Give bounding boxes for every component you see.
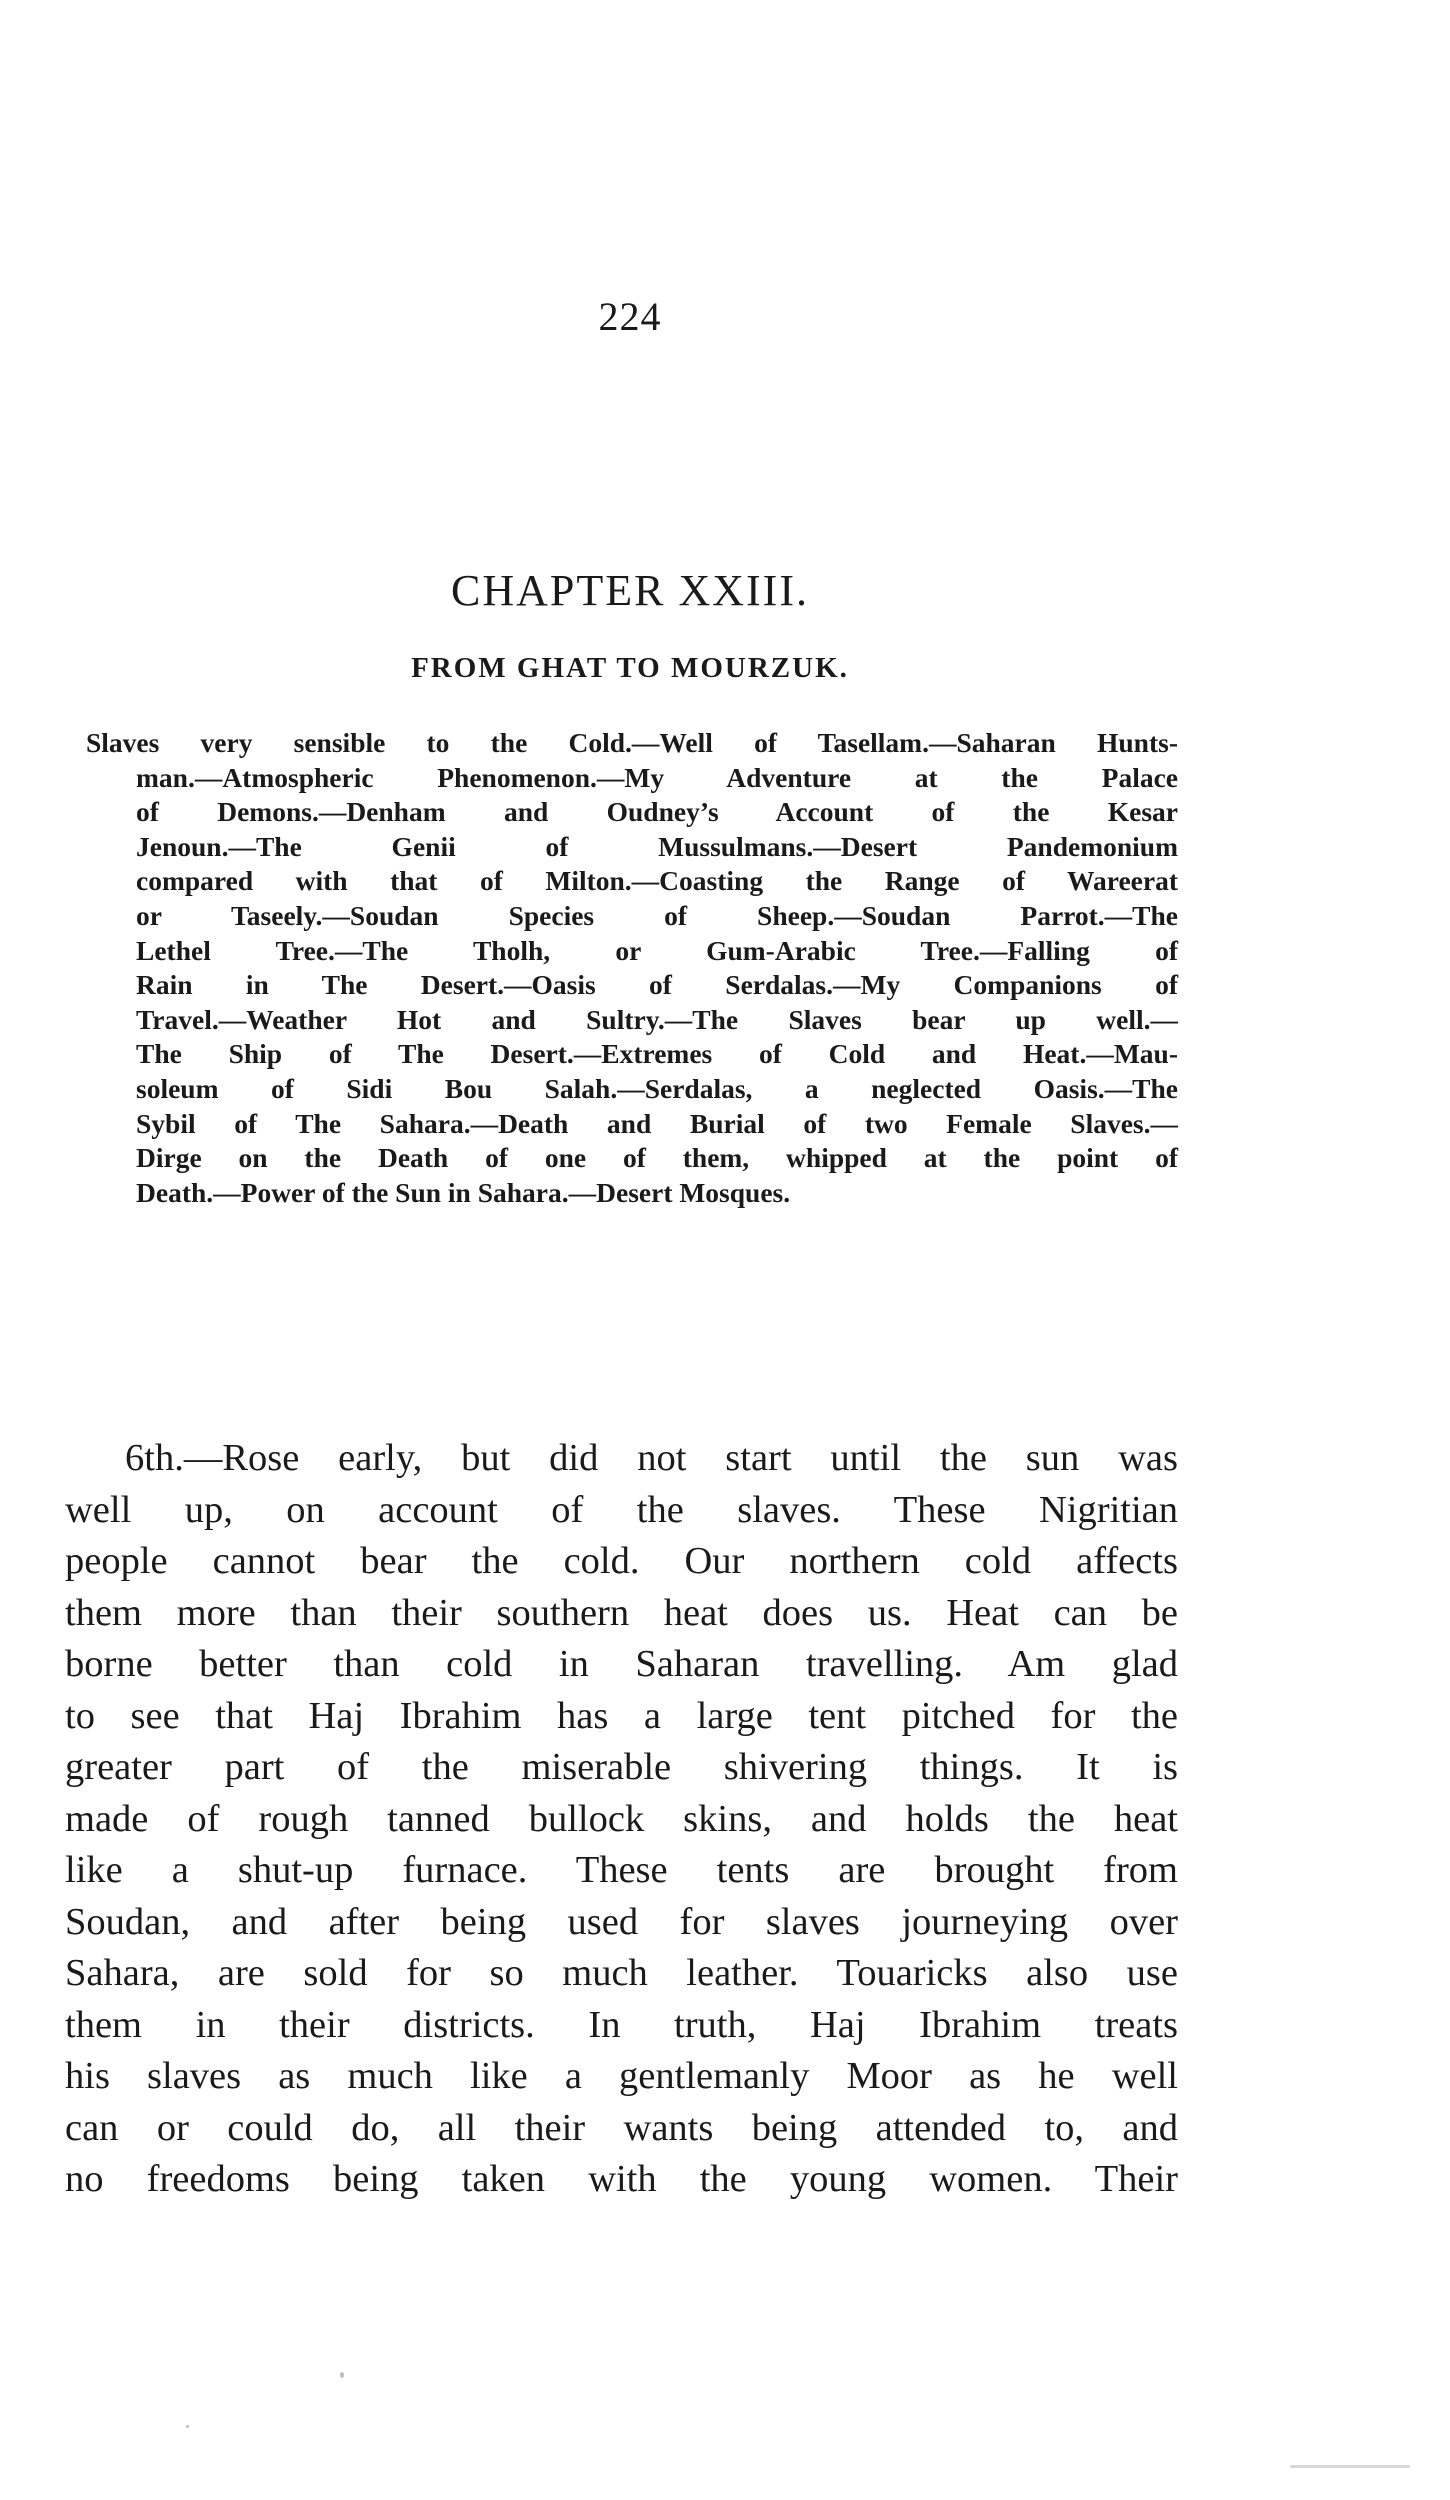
paper-speck: [1290, 2465, 1410, 2468]
body-line: can or could do, all their wants being attended to, and: [65, 2106, 1178, 2149]
body-line: people cannot bear the cold. Our northern cold affects: [65, 1540, 1178, 1582]
summary-line: Sybil of The Sahara.—Death and Burial of two Female Slaves.—: [136, 1107, 1178, 1139]
body-text: [65, 1433, 1178, 2206]
summary-line: of Demons.—Denham and Oudney’s Account of the Kesar: [136, 796, 1178, 828]
summary-line: Death.—Power of the Sun in Sahara.—Desert Mosques.: [136, 1176, 791, 1208]
summary-line: Rain in The Desert.—Oasis of Serdalas.—My Companions of: [136, 969, 1178, 1001]
summary-line: or Taseely.—Soudan Species of Sheep.—Soudan Parrot.—The: [136, 899, 1178, 931]
body-line: Sahara, are sold for so much leather. Touaricks also use: [65, 1952, 1178, 1994]
summary-line: The Ship of The Desert.—Extremes of Cold and Heat.—Mau-: [136, 1038, 1178, 1070]
body-line: them in their districts. In truth, Haj Ibrahim treats: [65, 2003, 1178, 2046]
paper-speck: [340, 2372, 344, 2378]
body-line: made of rough tanned bullock skins, and holds the heat: [65, 1797, 1178, 1840]
page-number: 224: [598, 294, 662, 339]
summary-line: Lethel Tree.—The Tholh, or Gum-Arabic Tree.—Falling of: [136, 934, 1178, 966]
body-line: like a shut-up furnace. These tents are brought from: [65, 1849, 1178, 1891]
body-line: no freedoms being taken with the young women. Their: [65, 2158, 1178, 2200]
chapter-title: CHAPTER XXIII.: [451, 566, 809, 615]
body-line: them more than their southern heat does us. Heat can be: [65, 1591, 1178, 1634]
summary-line: Slaves very sensible to the Cold.—Well of Tasellam.—Saharan Hunts-: [86, 727, 1178, 758]
summary-line: Dirge on the Death of one of them, whipped at the point of: [136, 1142, 1178, 1174]
chapter-subtitle: FROM GHAT TO MOURZUK.: [411, 652, 849, 684]
body-line: well up, on account of the slaves. These Nigritian: [65, 1488, 1178, 1531]
body-line: greater part of the miserable shivering things. It is: [65, 1746, 1178, 1788]
summary-line: man.—Atmospheric Phenomenon.—My Adventure at the Palace: [136, 761, 1178, 793]
summary-line: soleum of Sidi Bou Salah.—Serdalas, a neglected Oasis.—The: [136, 1072, 1178, 1104]
body-line: to see that Haj Ibrahim has a large tent pitched for the: [65, 1694, 1178, 1737]
summary-line: compared with that of Milton.—Coasting the Range of Wareerat: [136, 865, 1178, 897]
paper-speck: [186, 2425, 189, 2428]
chapter-summary: [86, 726, 1178, 1210]
body-line: 6th.—Rose early, but did not start until the sun was: [125, 1437, 1178, 1479]
body-line: borne better than cold in Saharan travelling. Am glad: [65, 1643, 1178, 1685]
summary-line: Jenoun.—The Genii of Mussulmans.—Desert Pandemonium: [136, 830, 1178, 862]
body-line: his slaves as much like a gentlemanly Moor as he well: [65, 2055, 1178, 2097]
body-line: Soudan, and after being used for slaves journeying over: [65, 1900, 1178, 1943]
summary-line: Travel.—Weather Hot and Sultry.—The Slaves bear up well.—: [136, 1003, 1178, 1035]
